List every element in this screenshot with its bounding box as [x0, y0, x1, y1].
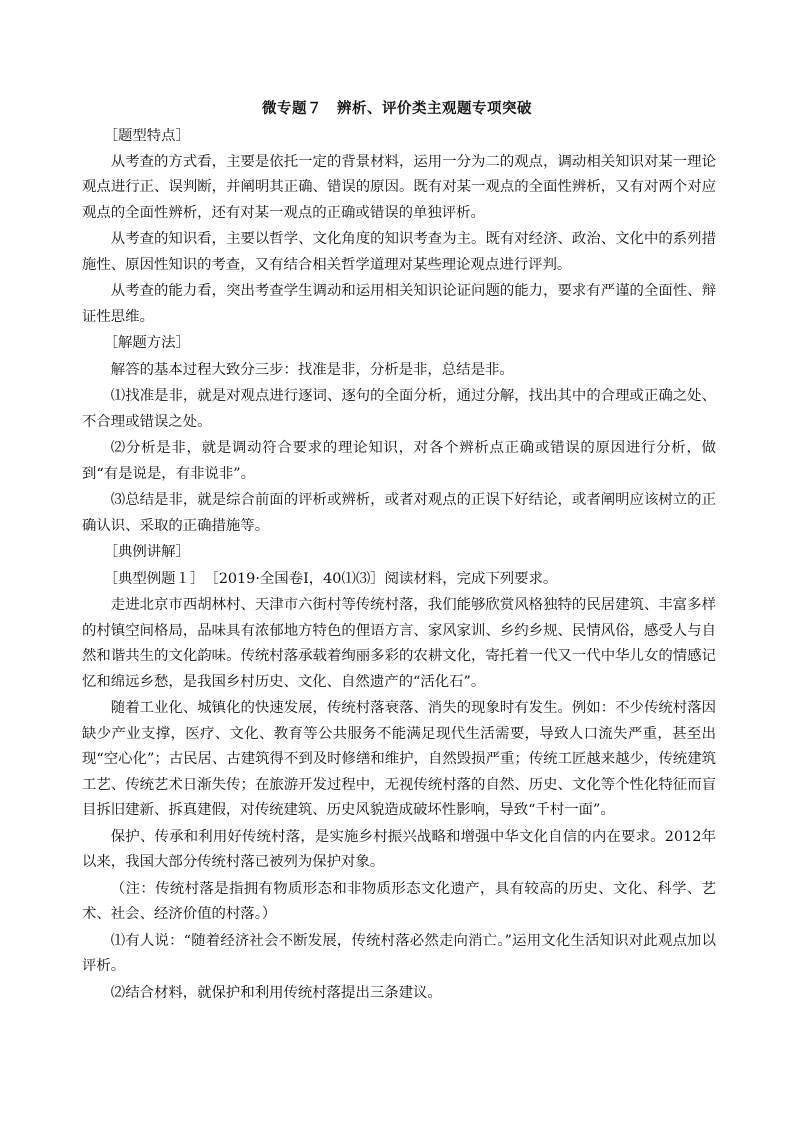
example-label: ［典型例题１］ ［2019·全国卷Ⅰ，40⑴⑶］阅读材料，完成下列要求。 [103, 570, 558, 587]
features-heading: ［题型特点］ [103, 128, 190, 144]
method-intro: 解答的基本过程大致分三步：找准是非，分析是非，总结是非。 [110, 361, 514, 378]
method-step-3: ⑶总结是非，就是综合前面的评析或辨析，或者对观点的正误下好结论，或者阐明应该树立的正确认识、采取的正确措施等。 [82, 492, 716, 534]
features-paragraph-2: 从考查的知识看，主要以哲学、文化角度的知识考查为主。既有对经济、政治、文化中的系列措施性、原因性知识的考查，又有结合相关哲学道理对某些理论观点进行评判。 [82, 231, 716, 273]
document-body [82, 124, 716, 1006]
example-heading: ［典例讲解］ [103, 544, 190, 560]
material-paragraph-3: 保护、传承和利用好传统村落，是实施乡村振兴战略和增强中华文化自信的内在要求。2012年以来，我国大部分传统村落已被列为保护对象。 [82, 828, 716, 870]
page-title: 微专题７ 辨析、评价类主观题专项突破 [262, 100, 532, 117]
method-step-2: ⑵分析是非，就是调动符合要求的理论知识，对各个辨析点正确或错误的原因进行分析，做到“有是说是，有非说非”。 [82, 440, 716, 482]
material-paragraph-2: 随着工业化、城镇化的快速发展，传统村落衰落、消失的现象时有发生。例如：不少传统村落因缺少产业支撑，医疗、文化、教育等公共服务不能满足现代生活需要，导致人口流失严重，甚至出现“空心化”；古民居、古建筑得不到及时修缮和维护，自然毁损严重；传统工匠越来越少，传统建筑工艺、传统艺术日渐失传；在旅游开发过程中，无视传统村落的自然、历史、文化等个性化特征而盲目拆旧建新、拆真建假，对传统建筑、历史风貌造成破坏性影响，导致“千村一面”。 [82, 700, 716, 818]
material-note: （注：传统村落是指拥有物质形态和非物质形态文化遗产，具有较高的历史、文化、科学、艺术、社会、经济价值的村落。） [82, 880, 716, 922]
method-heading: ［解题方法］ [103, 335, 190, 351]
question-1: ⑴有人说：“随着经济社会不断发展，传统村落必然走向消亡。”运用文化生活知识对此观点加以评析。 [82, 932, 716, 974]
features-paragraph-1: 从考查的方式看，主要是依托一定的背景材料，运用一分为二的观点，调动相关知识对某一理论观点进行正、误判断，并阐明其正确、错误的原因。既有对某一观点的全面性辨析，又有对两个对应观点的全面性辨析，还有对某一观点的正确或错误的单独评析。 [82, 153, 716, 221]
question-2: ⑵结合材料，就保护和利用传统村落提出三条建议。 [110, 984, 442, 1001]
features-paragraph-3: 从考查的能力看，突出考查学生调动和运用相关知识论证问题的能力，要求有严谨的全面性、辩证性思维。 [82, 283, 716, 325]
method-step-1: ⑴找准是非，就是对观点进行逐词、逐句的全面分析，通过分解，找出其中的合理或正确之处、不合理或错误之处。 [82, 388, 716, 430]
material-paragraph-1: 走进北京市西胡林村、天津市六街村等传统村落，我们能够欣赏风格独特的民居建筑、丰富多样的村镇空间格局，品味具有浓郁地方特色的俚语方言、家风家训、乡约乡规、民情风俗，感受人与自然和谐共生的文化韵味。传统村落承载着绚丽多彩的农耕文化，寄托着一代又一代中华儿女的情感记忆和绵远乡愁，是我国乡村历史、文化、自然遗产的“活化石”。 [82, 597, 716, 690]
